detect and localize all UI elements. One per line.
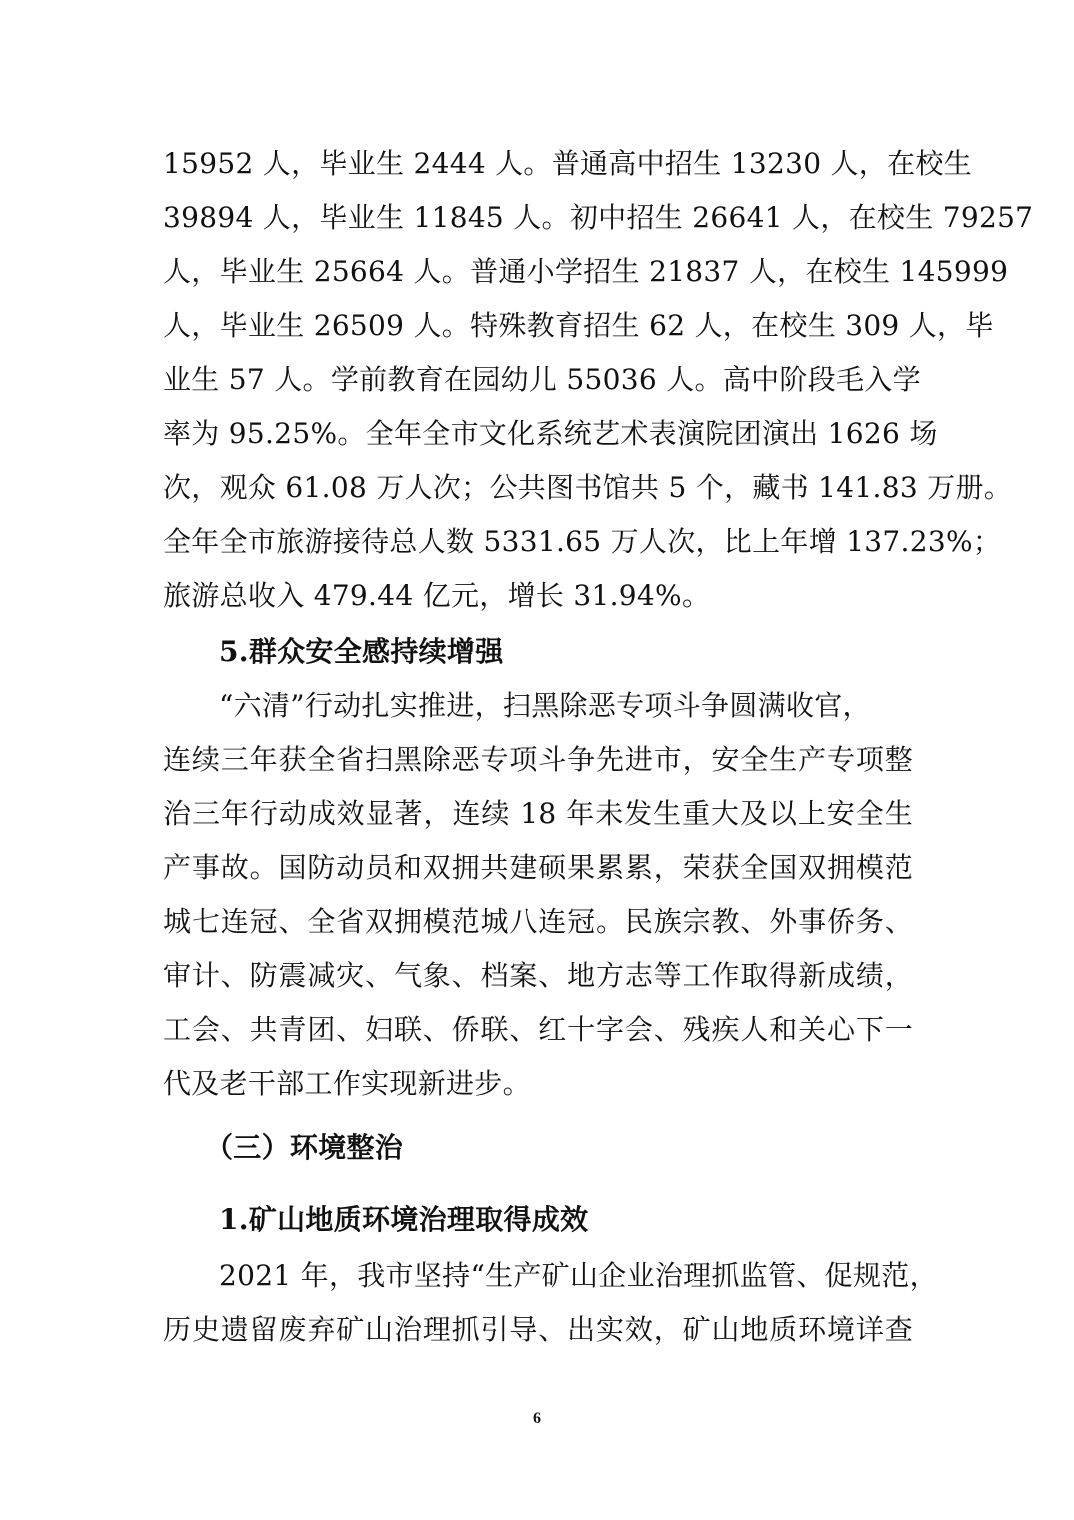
- para2-line-3: 治三年行动成效显著，连续 18 年未发生重大及以上安全生: [163, 797, 913, 830]
- para2-line-6: 审计、防震减灾、气象、档案、地方志等工作取得新成绩，: [163, 959, 913, 992]
- para3-line-1: 2021 年，我市坚持“生产矿山企业治理抓监管、促规范，: [219, 1259, 938, 1292]
- para1-line-7: 次，观众 61.08 万人次；公共图书馆共 5 个，藏书 141.83 万册。: [163, 471, 1013, 504]
- heading-5: 5.群众安全感持续增强: [219, 635, 504, 668]
- para2-line-2: 连续三年获全省扫黑除恶专项斗争先进市，安全生产专项整: [163, 743, 913, 776]
- para3-line-2: 历史遗留废弃矿山治理抓引导、出实效，矿山地质环境详查: [163, 1313, 913, 1346]
- para2-line-8: 代及老干部工作实现新进步。: [163, 1067, 531, 1100]
- para1-line-2: 39894 人，毕业生 11845 人。初中招生 26641 人，在校生 79257: [163, 201, 1034, 234]
- page-number: 6: [533, 1410, 541, 1427]
- heading-1: 1.矿山地质环境治理取得成效: [219, 1203, 589, 1236]
- para1-line-8: 全年全市旅游接待总人数 5331.65 万人次，比上年增 137.23%；: [163, 525, 1002, 558]
- para1-line-5: 业生 57 人。学前教育在园幼儿 55036 人。高中阶段毛入学: [163, 363, 921, 396]
- para2-line-1: “六清”行动扎实推进，扫黑除恶专项斗争圆满收官，: [219, 689, 871, 722]
- para1-line-9: 旅游总收入 479.44 亿元，增长 31.94%。: [163, 579, 711, 612]
- para2-line-4: 产事故。国防动员和双拥共建硕果累累，荣获全国双拥模范: [163, 851, 913, 884]
- para1-line-3: 人，毕业生 25664 人。普通小学招生 21837 人，在校生 145999: [163, 255, 1009, 288]
- para1-line-1: 15952 人，毕业生 2444 人。普通高中招生 13230 人，在校生: [163, 147, 973, 180]
- section-heading-3: （三）环境整治: [205, 1131, 404, 1164]
- para2-line-5: 城七连冠、全省双拥模范城八连冠。民族宗教、外事侨务、: [163, 905, 913, 938]
- para1-line-6: 率为 95.25%。全年全市文化系统艺术表演院团演出 1626 场: [163, 417, 938, 450]
- para2-line-7: 工会、共青团、妇联、侨联、红十字会、残疾人和关心下一: [163, 1013, 913, 1046]
- para1-line-4: 人，毕业生 26509 人。特殊教育招生 62 人，在校生 309 人，毕: [163, 309, 994, 342]
